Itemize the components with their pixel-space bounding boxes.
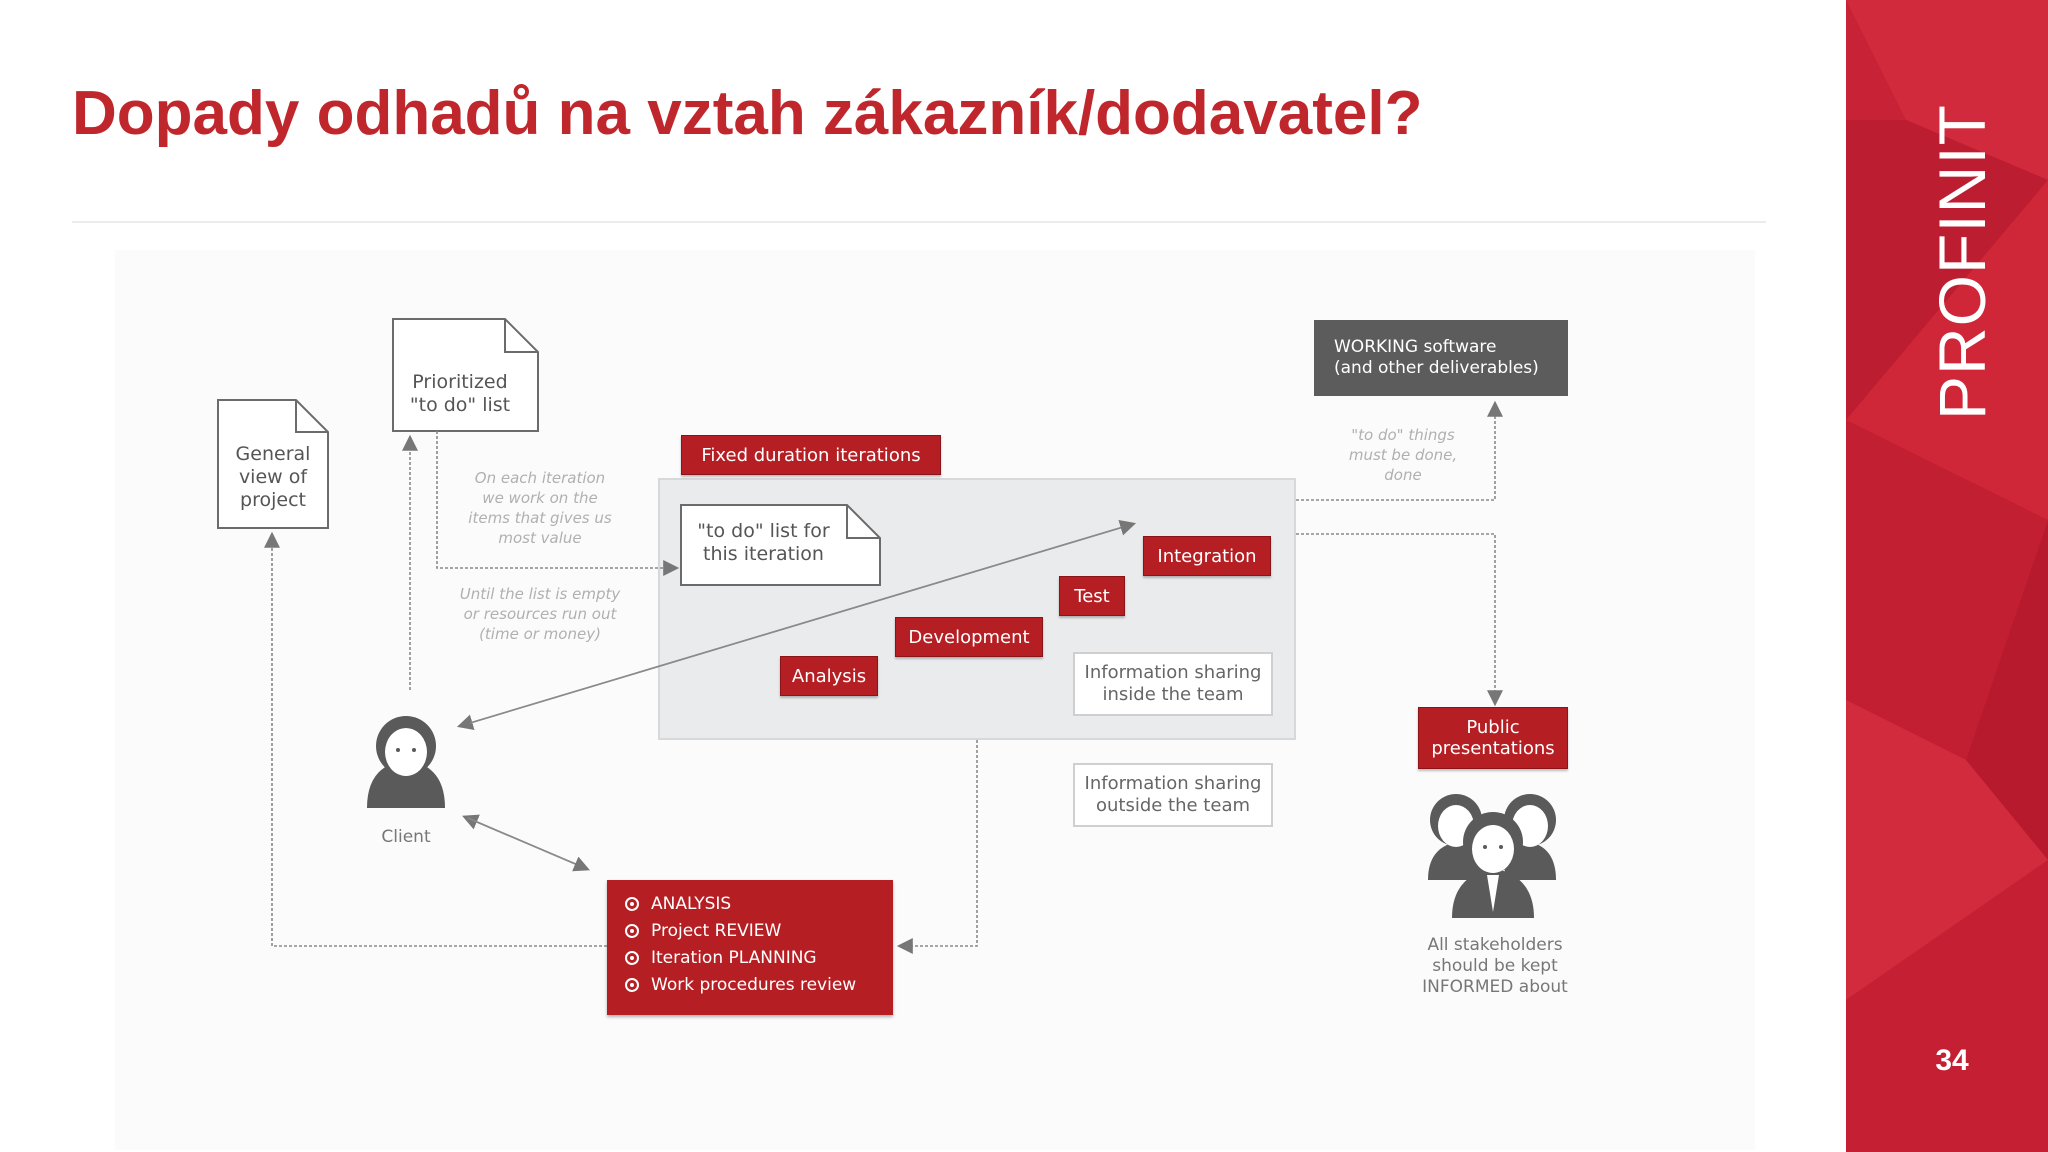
review-item: Project REVIEW [625, 921, 781, 941]
stage-test: Test [1059, 576, 1125, 616]
client-label: Client [381, 827, 431, 847]
sharing-inside-team: Information sharing inside the team [1073, 652, 1273, 716]
review-planning-box [607, 880, 893, 1015]
review-item: Work procedures review [625, 975, 856, 995]
target-bullet-icon [625, 978, 639, 992]
stakeholders-label: All stakeholders should be kept INFORMED about [1422, 935, 1568, 997]
general-view-label: General view of project [235, 443, 311, 511]
client-icon [367, 716, 445, 808]
iteration-list-label: "to do" list for this iteration [697, 520, 830, 565]
page-number: 34 [1935, 1044, 1969, 1077]
prioritized-list-label: Prioritized "to do" list [409, 371, 511, 416]
public-presentations: Public presentations [1418, 707, 1568, 769]
note-done: "to do" things must be done, done [1348, 426, 1458, 484]
note-each-iteration: On each iteration we work on the items that gives us most value [468, 469, 612, 547]
stage-integration: Integration [1143, 536, 1271, 576]
sharing-outside-team: Information sharing outside the team [1073, 763, 1273, 827]
fixed-duration-iterations: Fixed duration iterations [681, 435, 941, 475]
review-item: Iteration PLANNING [625, 948, 817, 968]
target-bullet-icon [625, 897, 639, 911]
stakeholders-icon [1428, 794, 1556, 918]
working-software: WORKING software (and other deliverables) [1314, 320, 1568, 396]
review-item: ANALYSIS [625, 894, 731, 914]
stage-development: Development [895, 617, 1043, 657]
note-until-empty: Until the list is empty or resources run out (time or money) [459, 585, 621, 643]
target-bullet-icon [625, 924, 639, 938]
stage-analysis: Analysis [780, 656, 878, 696]
target-bullet-icon [625, 951, 639, 965]
slide-title: Dopady odhadů na vztah zákazník/dodavatel? [72, 79, 1423, 148]
brand-logo-text: PROFINIT [1925, 104, 1999, 420]
